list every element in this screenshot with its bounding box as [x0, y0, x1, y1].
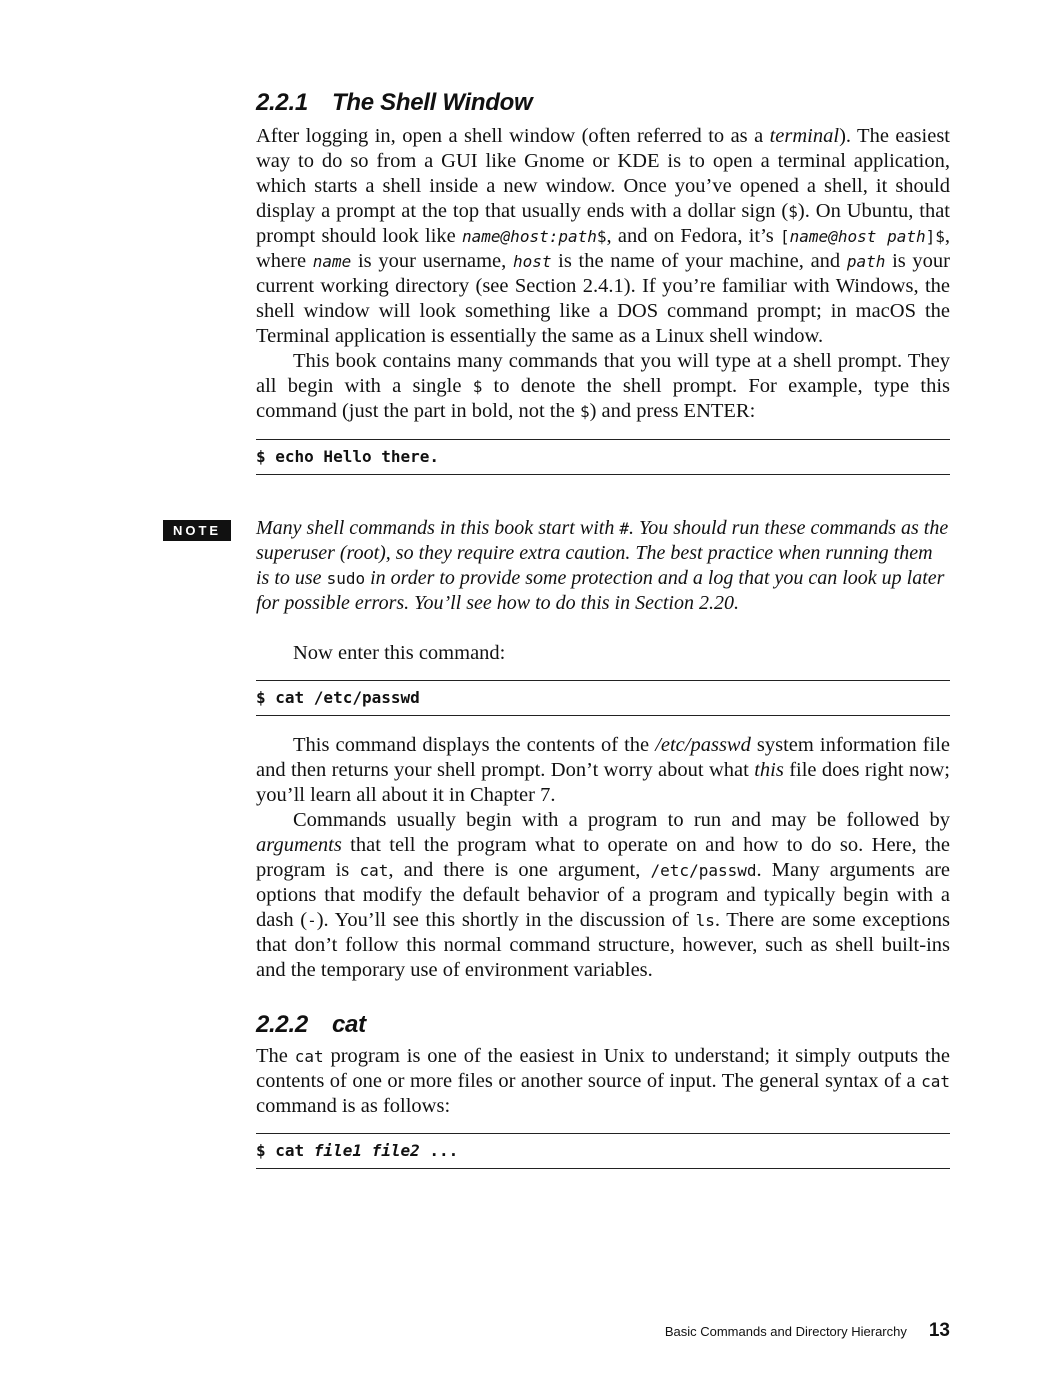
text: is your current working directory (see Section 2.4.1). If you’re familiar with Windows, the shell window will look something like a DOS command prompt; in macOS the Terminal application is essentially the same as a Linux shell window.: [256, 250, 951, 347]
code-dollar: $: [596, 227, 607, 246]
text: , and there is one argument,: [388, 859, 651, 881]
code-sudo: sudo: [326, 569, 366, 588]
text: to denote the shell prompt. For example, type this command (just the part in bold, not the: [256, 375, 951, 422]
paragraph-commands-intro: [256, 349, 950, 424]
section-number: 2.2.2: [256, 1011, 308, 1038]
text: file does right now; you’ll learn all about it in Chapter 7.: [256, 759, 950, 806]
code-cat: cat: [921, 1072, 950, 1091]
emphasis-this: this: [754, 759, 784, 781]
code-dash: -: [307, 911, 317, 930]
section-heading-2-2-1: [256, 88, 950, 118]
code-bracket-dollar: ]$: [925, 227, 945, 246]
footer-chapter-title: Basic Commands and Directory Hierarchy: [664, 1324, 907, 1339]
code-fedora-prompt: name@host path: [789, 227, 926, 246]
code-name: name: [312, 252, 352, 271]
page-content: [172, 88, 951, 1169]
code-ubuntu-prompt: name@host:path: [462, 227, 597, 246]
text: This command displays the contents of the: [293, 734, 656, 756]
text: After logging in, open a shell window (often referred to as a: [256, 125, 770, 147]
term-terminal: terminal: [769, 125, 840, 147]
code-suffix: ...: [419, 1141, 459, 1160]
text: is your username,: [351, 250, 513, 272]
paragraph-passwd-explanation: [256, 733, 950, 808]
paragraph-cat: [256, 1044, 950, 1119]
text: ). You’ll see this shortly in the discussion of: [316, 909, 696, 931]
code-prefix: $ cat: [256, 1141, 314, 1160]
code-dollar: $: [472, 377, 483, 396]
code-ls: ls: [695, 911, 715, 930]
code-cat: cat: [294, 1047, 324, 1066]
section-number: 2.2.1: [256, 89, 308, 116]
code-cat: cat: [359, 861, 389, 880]
text: command is as follows:: [256, 1095, 451, 1117]
text: Now enter this command:: [293, 642, 506, 664]
text: ). The easiest way to do so from a GUI like Gnome or KDE is to open a terminal application, which starts a shell inside a new window. Once you’ve opened a shell, it should display a prompt at the top that usually ends with a dollar sign (: [256, 125, 950, 222]
code-dollar: $: [579, 402, 590, 421]
code-dollar: $: [788, 202, 798, 221]
section-title: The Shell Window: [332, 89, 533, 116]
term-arguments: arguments: [256, 834, 342, 856]
note-box: [172, 516, 950, 616]
paragraph-enter-command: [256, 641, 950, 666]
text: This book contains many commands that you will type at a shell prompt. They all begin with a single: [256, 350, 950, 397]
code-bracket: [: [780, 227, 790, 246]
section-heading-2-2-2: [256, 1010, 950, 1040]
code-block-cat-syntax: [256, 1133, 950, 1169]
page-footer: [665, 1320, 950, 1342]
note-label: NOTE: [163, 520, 231, 541]
code-etc-passwd: /etc/passwd: [650, 861, 757, 880]
note-text: [256, 516, 950, 616]
paragraph-shell-window: [256, 124, 950, 349]
text: ) and press ENTER:: [589, 400, 756, 422]
text: , where: [256, 225, 951, 272]
code-block-cat-passwd: $ cat /etc/passwd: [256, 680, 950, 716]
text: . Many arguments are options that modify the default behavior of a program and typically begin with a dash (: [256, 859, 951, 931]
text: Many shell commands in this book start with: [256, 517, 620, 539]
code-args: file1 file2: [313, 1141, 420, 1160]
text: is the name of your machine, and: [551, 250, 847, 272]
text: , and on Fedora, it’s: [606, 225, 781, 247]
text: in order to provide some protection and a log that you can look up later for possible errors. You’ll see how to do this in Section 2.20.: [256, 567, 945, 614]
text: ). On Ubuntu, that prompt should look like: [256, 200, 950, 247]
text: system information file and then returns your shell prompt. Don’t worry about what: [256, 734, 950, 781]
text: program is one of the easiest in Unix to understand; it simply outputs the contents of one or more files or another source of input. The general syntax of a: [256, 1045, 951, 1092]
paragraph-arguments: [256, 808, 950, 983]
code-hash: #: [619, 519, 629, 538]
text: The: [256, 1045, 295, 1067]
text: . You should run these commands as the superuser (root), so they require extra caution. The best practice when running them is to use: [256, 517, 949, 589]
page-number: 13: [928, 1320, 950, 1341]
text: Commands usually begin with a program to run and may be followed by: [293, 809, 950, 831]
section-title: cat: [332, 1011, 366, 1038]
code-path: path: [846, 252, 886, 271]
text: . There are some exceptions that don’t follow this normal command structure, however, such as shell built-ins and the temporary use of environment variables.: [256, 909, 951, 981]
code-block-echo: $ echo Hello there.: [256, 439, 950, 475]
text: that tell the program what to operate on and how to do so. Here, the program is: [256, 834, 950, 881]
code-host: host: [512, 252, 552, 271]
filename-etc-passwd: /etc/passwd: [655, 734, 751, 756]
